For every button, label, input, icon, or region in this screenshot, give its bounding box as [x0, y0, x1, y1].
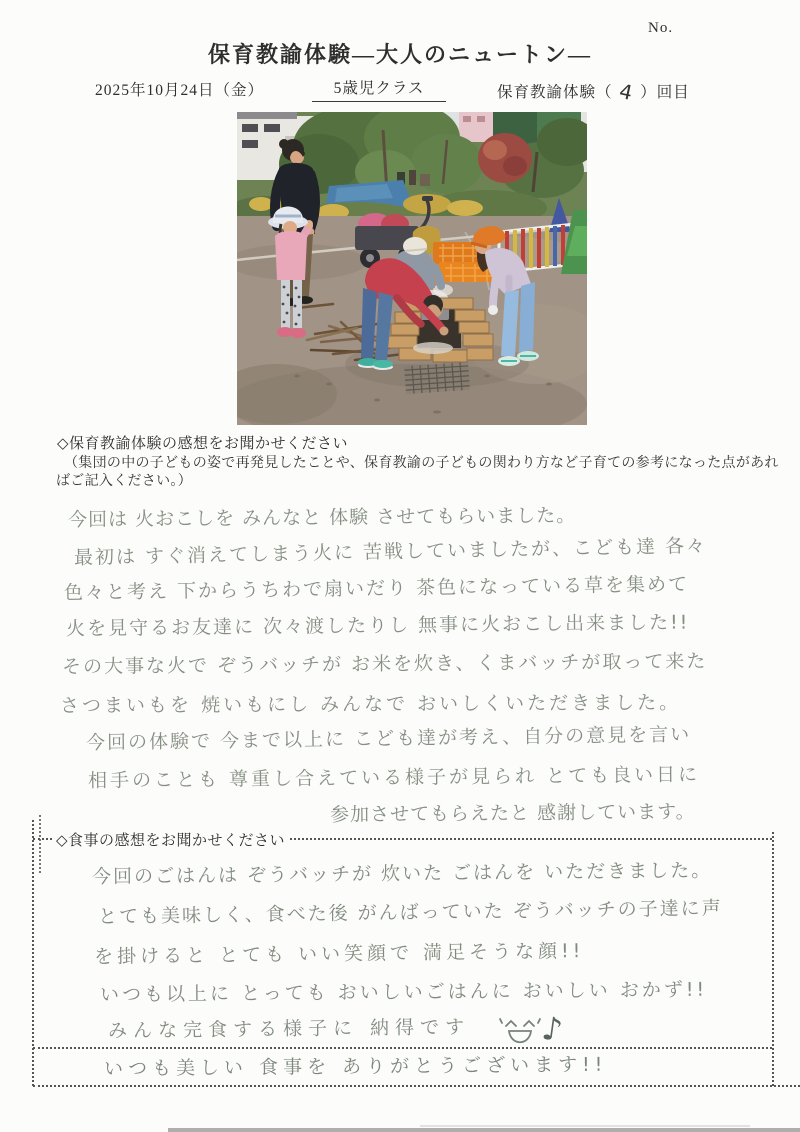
experience-note-line: ばご記入ください。）	[56, 474, 192, 489]
handwritten-line: 今回の体験で 今まで以上に こども達が考え、自分の意見を言い	[85, 723, 692, 754]
handwritten-line: 今回は 火おこしを みんなと 体験 させてもらいました。	[67, 504, 577, 531]
meal-box-mid-border	[33, 1047, 772, 1049]
experience-heading: ◇保育教諭体験の感想をお聞かせください	[57, 436, 349, 452]
smiley-face-icon	[499, 1016, 541, 1050]
handwritten-line: 最初は すぐ消えてしまう火に 苦戦していましたが、こども達 各々	[73, 534, 708, 569]
meal-footer-line: いつも美しい 食事を ありがとうございます!!	[103, 1053, 608, 1080]
meal-line: 今回のごはんは ぞうバッチが 炊いた ごはんを いただきました。	[91, 859, 713, 888]
meal-line: を掛けると とても いい笑顔で 満足そうな顔!!	[93, 940, 585, 968]
experience-note-line: （集団の中の子どもの姿で再発見したことや、保育教諭の子どもの関わり方など子育ての参考になった点があれ	[64, 456, 779, 471]
handwritten-line: さつまいもを 焼いもにし みんなで おいしくいただきました。	[59, 691, 682, 717]
handwritten-line: 色々と考え 下からうちわで扇いだり 茶色になっている草を集めて	[63, 573, 690, 604]
handwritten-line: 相手のことも 尊重し合えている様子が見られ とても良い日に	[87, 763, 701, 792]
handwritten-line: 火を見守るお友達に 次々渡したりし 無事に火おこし出来ました!!	[65, 611, 690, 640]
meal-line: いつも以上に とっても おいしいごはんに おいしい おかず!!	[99, 978, 708, 1006]
page-title: 保育教諭体験―大人のニュートン―	[207, 42, 592, 67]
class-name: 5歳児クラス	[312, 76, 446, 102]
scan-artifact-band	[168, 1128, 800, 1132]
meal-heading: ◇食事の感想をお聞かせください	[52, 829, 289, 850]
scan-artifact-band	[420, 1125, 750, 1127]
meal-box-left-border-artifact	[39, 815, 41, 873]
meal-line: とても美味しく、食べた後 がんばっていた ぞうバッチの子達に声	[97, 897, 723, 928]
handwritten-line: 参加させてもらえたと 感謝しています。	[329, 800, 696, 826]
date-text: 2025年10月24日（金）	[95, 82, 265, 99]
session-number-handwritten: 4	[616, 78, 636, 106]
activity-photo	[237, 112, 587, 425]
music-note-icon: ♪	[539, 1008, 565, 1050]
meal-line: みんな完食する様子に 納得です	[107, 1016, 471, 1042]
session-suffix: ）回目	[640, 84, 690, 101]
session-prefix: 保育教諭体験（	[497, 84, 613, 101]
metal-grate	[404, 362, 470, 394]
no-label: No.	[648, 20, 674, 36]
session-count	[497, 78, 690, 106]
meal-box-right-border	[772, 832, 774, 1086]
handwritten-line: その大事な火で ぞうバッチが お米を炊き、くまバッチが取って来た	[61, 650, 708, 678]
meal-box-bottom-border	[33, 1085, 800, 1087]
